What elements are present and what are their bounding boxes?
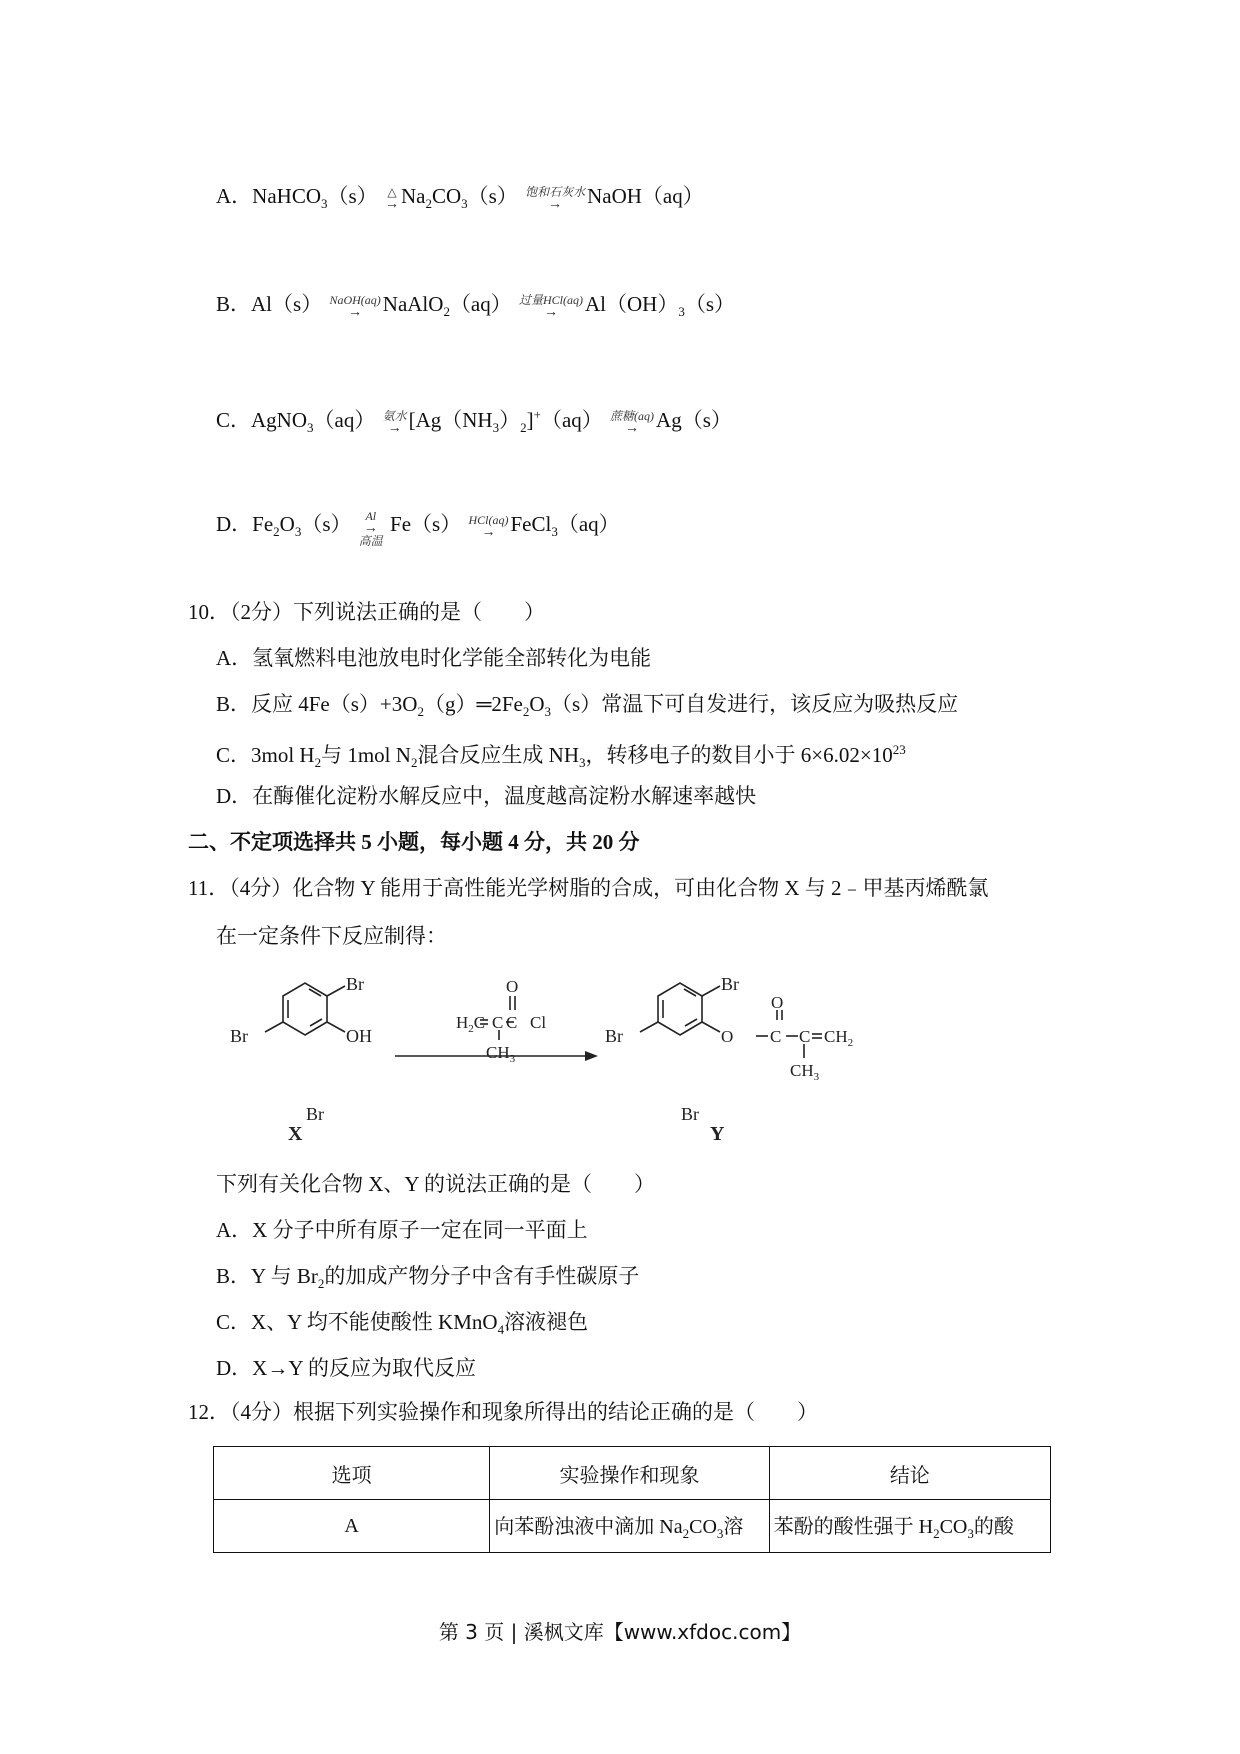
atom-label: Br [681,1104,699,1124]
table-row [214,1500,1051,1553]
atom-label: Cl [530,1013,547,1032]
page-footer: 第 3 页 | 溪枫文库【www.xfdoc.com】 [438,1620,802,1644]
state: （aq） [449,292,512,316]
formula: O [279,512,295,536]
subscript: 2 [933,1526,940,1541]
condition-label: 饱和石灰水 [525,184,586,199]
text: 溶液褪色 [504,1310,589,1334]
text: C．X、Y 均不能使酸性 KMnO [216,1310,498,1334]
arrowhead-icon [585,1051,598,1061]
subscript: 3 [967,1526,974,1541]
text: B．Y 与 Br [216,1264,318,1288]
subscript: 3 [307,420,314,436]
formula: Fe [252,512,274,536]
atom-label: Br [721,974,739,994]
text: 2Fe [491,692,523,716]
state: （s） [681,408,732,432]
text: B．反应 4Fe（s）+3O [216,692,418,716]
text: 向苯酚浊液中滴加 Na [494,1516,683,1538]
reaction-scheme [210,960,910,1160]
state: （aq） [641,184,704,208]
subscript: 2 [682,1526,690,1541]
table-header: 结论 [769,1447,1050,1500]
atom-label: C [799,1027,811,1046]
atom-label: Br [230,1026,248,1046]
reaction-arrow [610,410,654,435]
section-heading: 二、不定项选择共 5 小题，每小题 4 分，共 20 分 [188,830,640,854]
option-letter: A． [216,184,253,208]
q12-stem: 12．（4分）根据下列实验操作和现象所得出的结论正确的是（ ） [188,1400,818,1424]
q9-option-b [216,290,735,326]
q10-option-b [216,690,958,726]
atom-label: Br [346,974,364,994]
text: C．3mol H [216,743,315,767]
state: （aq） [557,512,620,536]
subscript: 3 [294,524,302,540]
atom-label: $CH_3$ [486,1043,516,1065]
reaction-arrow [468,514,508,539]
superscript: 23 [892,742,906,757]
subscript: 3 [579,755,586,771]
state: （s） [467,184,518,208]
condition-label: Al [365,509,377,523]
text: （s）常温下可自发进行，该反应为吸热反应 [551,692,959,716]
atom-label: $CH_3$ [790,1061,820,1083]
text: 苯酚的酸性强于 H [773,1516,934,1538]
q11-option-b [216,1262,639,1298]
formula: [Ag（NH [408,408,493,432]
arrow-icon: → [348,304,363,320]
compound-label: Y [710,1123,725,1145]
formula: ] [526,408,534,432]
formula: AgNO [251,408,308,432]
atom-label: Br [605,1026,623,1046]
reaction-arrow [383,410,407,435]
formula: Na [400,184,426,208]
reaction-arrow [359,510,383,548]
subscript: 2 [317,1276,325,1292]
state: （aq） [313,408,376,432]
q10-stem: 10．（2分）下列说法正确的是（ ） [188,600,545,624]
atom-label: C [492,1013,504,1032]
state: （s） [301,512,352,536]
subscript: 3 [716,1526,724,1541]
subscript: 3 [321,196,328,212]
subscript: 2 [410,755,418,771]
state: （s） [411,512,462,536]
subscript: 3 [492,420,500,436]
subscript: 2 [520,420,527,436]
table-header-row [214,1447,1051,1500]
atom-label: $CH_2$ [824,1027,854,1049]
subscript: 4 [497,1322,505,1338]
text: 溶 [723,1516,744,1538]
text: ，转移电子的数目小于 6×6.02×10 [585,743,893,767]
text: CO [939,1516,968,1538]
subscript: 3 [544,704,552,720]
q10-option-c [216,736,906,777]
atom-label: O [771,993,784,1012]
q10-option-a: A．氢氧燃料电池放电时化学能全部转化为电能 [216,646,652,670]
subscript: 3 [551,524,558,540]
atom-label: Br [306,1104,324,1124]
superscript: + [533,407,541,422]
table-header: 实验操作和现象 [490,1447,769,1500]
reaction-arrow [525,186,585,211]
option-letter: B． [216,292,252,316]
subscript: 2 [314,755,322,771]
condition-label: HCl(aq) [468,512,509,527]
subscript: 2 [273,524,280,540]
condition-label: 高温 [358,534,383,548]
text: 的酸 [973,1516,1014,1538]
q11-option-a: A．X 分子中所有原子一定在同一平面上 [216,1218,588,1242]
formula: NaHCO [252,184,321,208]
state: （s） [684,292,736,316]
q9-option-a [216,182,704,218]
table-cell-option: A [214,1500,490,1553]
option-letter: D． [216,512,253,536]
text: 与 1mol N [321,743,411,767]
formula: NaOH [587,184,642,208]
arrow-icon: → [387,420,402,436]
q11-option-c [216,1308,588,1344]
q12-table [213,1446,1051,1553]
formula: Al [251,292,273,316]
table-header: 选项 [214,1447,490,1500]
arrow-icon: → [481,524,496,540]
subscript: 2 [522,704,530,720]
formula: ） [499,408,521,432]
text: O [529,692,545,716]
state: （s） [272,292,323,316]
q11-ask: 下列有关化合物 X、Y 的说法正确的是（ ） [216,1172,656,1196]
reaction-arrow [385,186,399,211]
equals-sign: ═ [476,692,492,716]
arrow-icon: → [548,196,563,212]
atom-label: C [506,1013,518,1032]
subscript: 3 [461,196,468,212]
compound-label: X [288,1123,303,1145]
formula: CO [431,184,462,208]
subscript: 2 [417,704,424,720]
text: CO [689,1516,717,1538]
atom-label: O [721,1027,734,1046]
text: 的加成产物分子中含有手性碳原子 [324,1264,640,1288]
text: （g） [423,692,477,716]
condition-label: 蔗糖(aq) [610,408,655,423]
q9-option-c [216,401,732,442]
subscript: 3 [678,304,685,320]
subscript: 2 [425,196,432,212]
q9-option-d [216,510,620,548]
formula: FeCl [510,512,552,536]
formula: Al（OH） [585,292,679,316]
atom-label: C [770,1027,782,1046]
reaction-arrow [329,294,380,319]
q11-stem: 11．（4分）化合物 Y 能用于高性能光学树脂的合成，可由化合物 X 与 2﹣甲基丙烯酰氯 [188,876,989,900]
condition-label: NaOH(aq) [329,292,381,307]
arrow-icon: → [544,304,559,320]
condition-label: 过量HCl(aq) [519,292,584,307]
q11-option-d: D．X→Y 的反应为取代反应 [216,1356,476,1380]
atom-label: $H_2C$ [456,1013,486,1035]
q11-stem-cont: 在一定条件下反应制得： [216,924,447,948]
atom-label: OH [346,1026,372,1046]
table-cell-conclusion [769,1500,1050,1553]
subscript: 2 [443,304,450,320]
table-cell-operation [490,1500,769,1553]
condition-label: △ [387,184,397,199]
state: （s） [327,184,378,208]
text: 混合反应生成 NH [417,743,580,767]
formula: NaAlO [382,292,444,316]
formula: Ag [656,408,682,432]
arrow-icon: → [384,196,399,212]
arrow-icon: → [363,521,378,536]
atom-label: O [506,977,519,996]
condition-label: 氨水 [382,408,407,423]
q10-option-d: D．在酶催化淀粉水解反应中，温度越高淀粉水解速率越快 [216,784,757,808]
option-letter: C． [216,408,252,432]
arrow-icon: → [625,420,640,436]
state: （aq） [540,408,603,432]
reaction-arrow [519,294,583,319]
formula: Fe [384,512,412,536]
